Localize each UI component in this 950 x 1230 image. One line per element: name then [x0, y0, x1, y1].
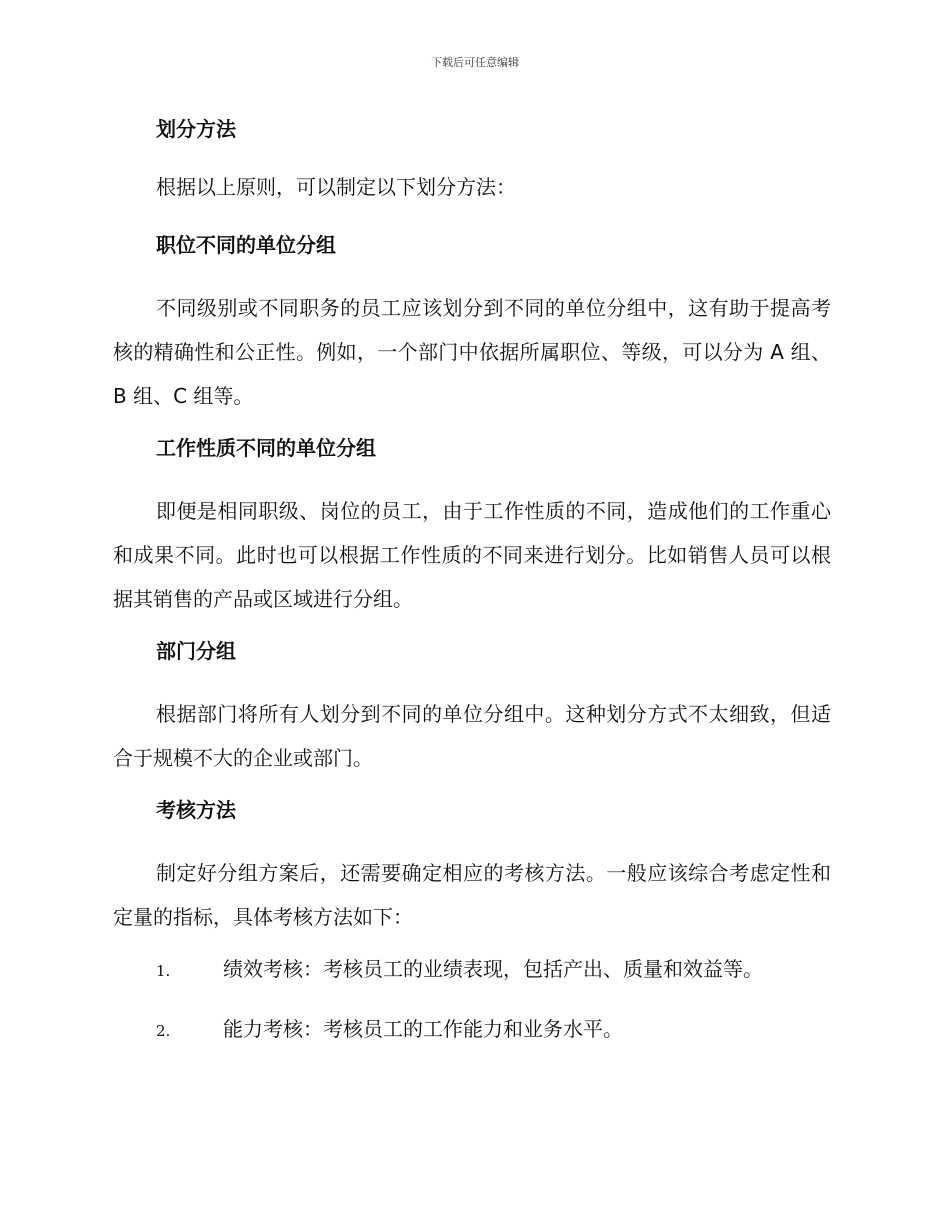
heading-by-department: 部门分组	[156, 639, 236, 663]
heading-by-work-nature: 工作性质不同的单位分组	[156, 436, 376, 460]
list-item-text: 绩效考核：考核员工的业绩表现，包括产出、质量和效益等。	[223, 957, 763, 981]
paragraph-assessment-method: 制定好分组方案后，还需要确定相应的考核方法。一般应该综合考虑定性和定量的指标，具体考核方法如下：	[113, 861, 831, 929]
paragraph-by-department: 根据部门将所有人划分到不同的单位分组中。这种划分方式不太细致，但适合于规模不大的企业或部门。	[113, 702, 831, 770]
page-header: 下载后可任意编辑	[431, 56, 519, 69]
list-item-text: 能力考核：考核员工的工作能力和业务水平。	[223, 1017, 623, 1041]
list-item	[113, 952, 831, 988]
document-body	[113, 112, 831, 1072]
list-item	[113, 1012, 831, 1048]
heading-assessment-method: 考核方法	[156, 798, 236, 822]
heading-division-method: 划分方法	[156, 117, 236, 141]
paragraph-division-intro: 根据以上原则，可以制定以下划分方法：	[156, 175, 516, 199]
list-item-number: 2.	[156, 1022, 171, 1040]
paragraph-by-position: 不同级别或不同职务的员工应该划分到不同的单位分组中，这有助于提高考核的精确性和公正性。例如，一个部门中依据所属职位、等级，可以分为 A 组、B 组、C 组等。	[113, 296, 831, 408]
paragraph-by-work-nature: 即便是相同职级、岗位的员工，由于工作性质的不同，造成他们的工作重心和成果不同。此时也可以根据工作性质的不同来进行划分。比如销售人员可以根据其销售的产品或区域进行分组。	[113, 499, 831, 611]
list-item-number: 1.	[156, 962, 171, 980]
heading-by-position: 职位不同的单位分组	[156, 233, 336, 257]
